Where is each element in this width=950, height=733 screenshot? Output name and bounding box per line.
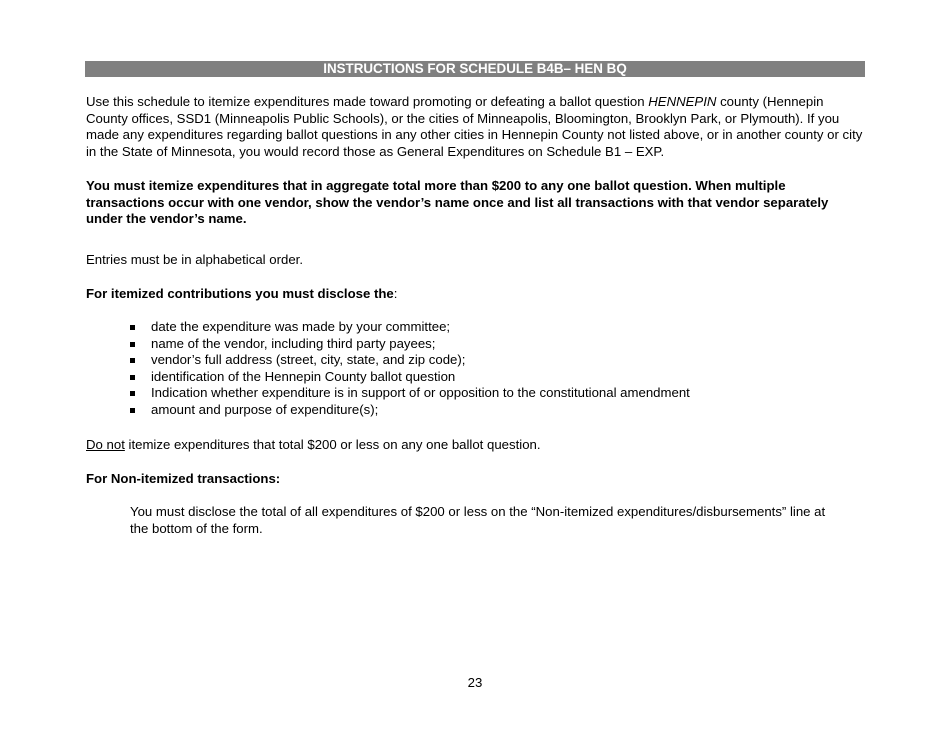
intro-text-end: county (Hennepin County offices, SSD1 (Minneapolis Public Schools), or the cities of Minneapolis, Bloomington, Brooklyn Park, or Plymouth). If you made any expenditures regarding ballot questions in any other cities in Hennepin County not listed above, or in another county or city in the State of Minnesota, you would record those as General Expenditures on Schedule B1 – EXP. <box>86 94 863 159</box>
bullet-item: identification of the Hennepin County ballot question <box>130 369 690 386</box>
bullet-item: Indication whether expenditure is in support of or opposition to the constitutional amendment <box>130 385 690 402</box>
non-itemized-heading: For Non-itemized transactions: <box>86 471 281 486</box>
disclosure-bullet-list <box>130 319 690 419</box>
itemize-rule-paragraph: You must itemize expenditures that in aggregate total more than $200 to any one ballot question. When multiple transactions occur with one vendor, show the vendor’s name once and list all transactions with that vendor separately under the vendor’s name. <box>86 178 829 227</box>
do-not-underlined: Do not <box>86 437 125 452</box>
disclose-heading-text: For itemized contributions you must disclose the <box>86 286 394 301</box>
disclose-heading <box>86 286 866 303</box>
intro-paragraph <box>86 94 866 160</box>
do-not-text: itemize expenditures that total $200 or less on any one ballot question. <box>124 437 541 452</box>
disclose-heading-colon: : <box>393 286 398 301</box>
bullet-item: amount and purpose of expenditure(s); <box>130 402 690 419</box>
bullet-item: name of the vendor, including third party payees; <box>130 336 690 353</box>
intro-text-start: Use this schedule to itemize expenditures made toward promoting or defeating a ballot question <box>86 94 649 109</box>
bullet-item: date the expenditure was made by your committee; <box>130 319 690 336</box>
page-number: 23 <box>467 675 483 690</box>
schedule-title-bar <box>85 61 865 77</box>
county-emphasis: HENNEPIN <box>648 94 717 109</box>
do-not-itemize-paragraph <box>86 437 866 454</box>
non-itemized-text: You must disclose the total of all expenditures of $200 or less on the “Non-itemized expenditures/disbursements” line at the bottom of the form. <box>130 504 826 536</box>
alphabetical-order-note: Entries must be in alphabetical order. <box>86 252 303 267</box>
schedule-title: INSTRUCTIONS FOR SCHEDULE B4B– HEN BQ <box>323 61 627 76</box>
bullet-item: vendor’s full address (street, city, state, and zip code); <box>130 352 690 369</box>
